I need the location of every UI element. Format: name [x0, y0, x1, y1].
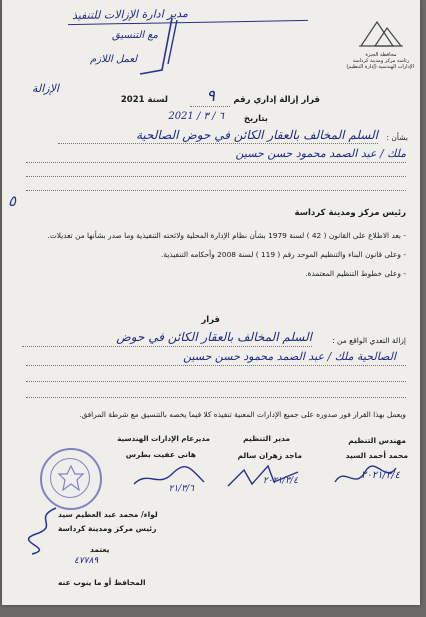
resolution-label: إزالة التعدي الواقع من :	[332, 336, 406, 345]
clause-1: - بعد الاطلاع على القانون ( 42 ) لسنة 1979 بشأن نظام الإدارة المحلية ولائحته التنفيذية وما صدر بشأنها من تعديلات.	[47, 231, 406, 240]
decision-date-label: بتاريخ	[243, 114, 268, 124]
signature-role-1: مهندس التنظيم	[348, 436, 406, 445]
governor-signature-line: المحافظ أو ما ينوب عنه	[58, 578, 146, 587]
preamble	[10, 226, 406, 283]
resolution-line2: الصالحية ملك / عبد الصمد محمود حسن حسين	[183, 350, 396, 363]
chief-title: رئيس مركز ومدينة كرداسة	[58, 524, 157, 533]
margin-mark: ٥	[8, 192, 17, 210]
signature-name-2: ماجد زهران سالم	[237, 451, 302, 460]
decision-year: لسنة 2021	[120, 95, 168, 105]
decision-number: ٩	[206, 86, 215, 105]
official-seal	[40, 448, 102, 510]
handwritten-note-line2: مع التنسيق	[112, 30, 158, 41]
regarding-label: بشأن :	[386, 133, 408, 142]
signature-name-1: محمد أحمد السيد	[345, 451, 408, 460]
decision-date-value: ٦ / ٣ / 2021	[168, 111, 224, 122]
signature-name-3: هانى عفيت بطرس	[125, 450, 196, 459]
signature-date-1: ٢٠٢١/٣/٤	[361, 470, 400, 481]
pyramid-logo	[357, 18, 405, 48]
regarding-line2: ملك / عبد الصمد محمود حسن حسين	[235, 147, 406, 160]
handwritten-note-line1: مدير ادارة الإزالات للتنفيذ	[71, 6, 189, 23]
signature-role-2: مدير التنظيم	[243, 434, 290, 443]
clause-3: - وعلى خطوط التنظيم المعتمدة.	[305, 269, 406, 278]
authority-title: رئيس مركز ومدينة كرداسة	[294, 208, 406, 218]
signature-date-2: ٢٠٢١/٣/٤	[262, 476, 298, 486]
chief-signature-scribble	[26, 504, 66, 556]
handwritten-note-line3: لعمل اللازم	[90, 54, 138, 65]
signature-scribble-2	[224, 460, 304, 494]
signature-date-3: ٢١/٣/٦	[168, 484, 194, 494]
handwritten-note-line4: الإزالة	[32, 82, 59, 95]
approval-label: يعتمد	[90, 545, 110, 554]
closing-statement: ويعمل بهذا القرار فور صدوره على جميع الإدارات المعنية تنفيذه كلا فيما يخصه بالتنسيق مع شرطة المرافق.	[79, 410, 406, 419]
decision-document	[2, 0, 420, 605]
stamp-code: ٤٧٧٨٩	[74, 556, 99, 566]
resolution-heading: قرار	[201, 315, 220, 325]
decision-title: قرار إزالة إداري رقم	[233, 95, 320, 105]
signature-role-3: مديرعام الإدارات الهندسية	[117, 434, 210, 443]
letterhead-line1: محافظة الجيزة	[365, 52, 397, 58]
eagle-emblem-icon	[57, 464, 85, 492]
letterhead	[348, 18, 414, 70]
clause-2: - وعلى قانون البناء والتنظيم الموحد رقم ( 119 ) لسنة 2008 وأحكامه التنفيذية.	[161, 250, 406, 259]
signature-scribble-3	[128, 462, 208, 492]
resolution-line1: السلم المخالف بالعقار الكائن في حوض	[116, 330, 312, 344]
signature-scribble-1	[330, 462, 400, 492]
regarding-line1: السلم المخالف بالعقار الكائن في حوض الصالحية	[135, 128, 378, 142]
handwritten-arrow-mark	[132, 14, 202, 80]
letterhead-line3: الإدارات الهندسية (إدارة التنظيم)	[346, 64, 414, 70]
letterhead-line2: رئاسة مركز ومدينة كرداسة	[352, 58, 410, 64]
chief-name: لواء/ محمد عبد العظيم سيد	[58, 510, 158, 519]
